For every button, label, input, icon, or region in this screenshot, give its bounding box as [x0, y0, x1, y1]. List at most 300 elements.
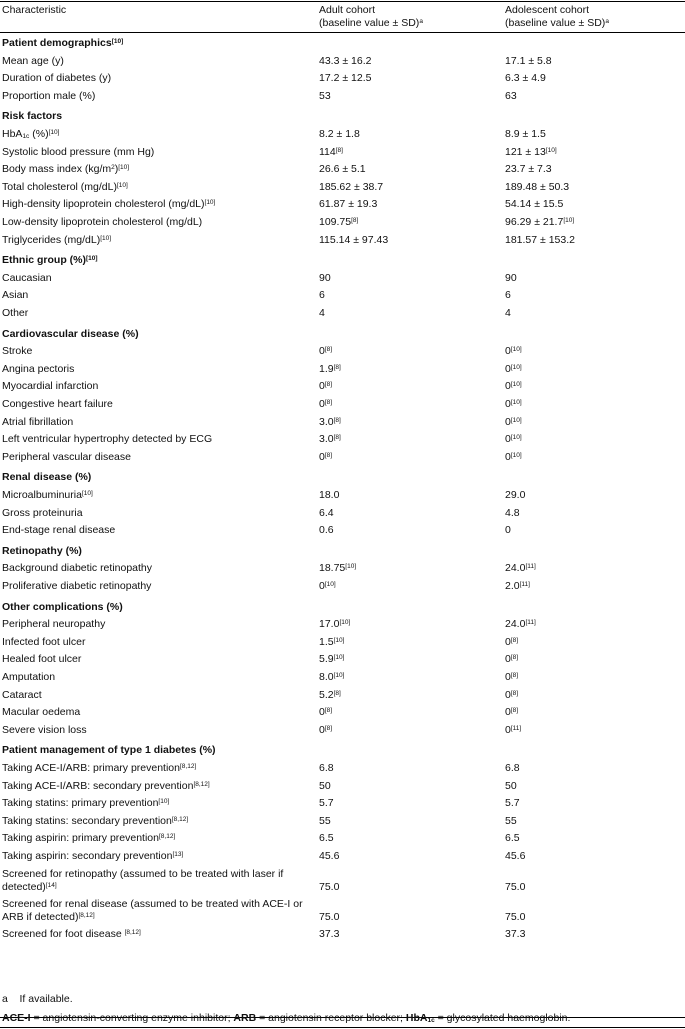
- adult-value-cell: [319, 128, 360, 141]
- footnote-a-text: If available.: [19, 993, 73, 1005]
- adult-value-cell: [319, 911, 339, 924]
- row-label: [2, 128, 320, 141]
- adult-value-cell: [319, 850, 339, 863]
- section-label: [2, 601, 320, 614]
- adult-value-cell: [319, 163, 366, 176]
- label-text: Severe vision loss: [2, 723, 87, 736]
- label-text: Proportion male (%): [2, 89, 96, 102]
- abbr-hba1c: [406, 1012, 435, 1024]
- adolescent-value-cell: [505, 90, 517, 103]
- adolescent-reference: [8]: [510, 654, 519, 662]
- adult-value-cell: [319, 398, 332, 411]
- adult-value-cell: [319, 146, 343, 159]
- row-label: [2, 289, 320, 302]
- adolescent-reference: [8]: [510, 707, 519, 715]
- adult-value-cell: [319, 416, 341, 429]
- row-label: [2, 653, 320, 666]
- header-adult-subtitle: (baseline value ± SD): [319, 17, 420, 29]
- label-text: Background diabetic retinopathy: [2, 562, 153, 575]
- label-reference: [8,12]: [159, 833, 176, 841]
- adult-reference: [8]: [324, 724, 333, 732]
- footnote-a: [2, 993, 682, 1006]
- adult-value-cell: [319, 580, 336, 593]
- label-text: Peripheral vascular disease: [2, 450, 131, 463]
- adult-value: 43.3 ± 16.2: [319, 54, 372, 67]
- abbr-hba1c-term: HbA: [405, 1012, 428, 1024]
- adult-value: 45.6: [319, 850, 340, 862]
- adolescent-value-cell: [505, 416, 522, 429]
- adult-value: 8.0: [319, 671, 334, 683]
- adult-value: 0: [319, 723, 325, 736]
- adolescent-value-cell: [505, 216, 574, 229]
- adolescent-value-cell: [505, 163, 552, 176]
- adolescent-value: 50: [505, 779, 517, 792]
- adolescent-value: 2.0: [505, 580, 520, 592]
- adolescent-value-cell: [505, 815, 517, 828]
- adolescent-value-cell: [505, 850, 525, 863]
- adult-reference: [8]: [324, 346, 333, 354]
- label-text: Renal disease (%): [2, 471, 92, 484]
- adult-value: 5.9: [319, 653, 334, 666]
- row-label: [2, 272, 320, 285]
- label-text: Screened for retinopathy (assumed to be treated with laser if detected): [2, 867, 284, 893]
- label-text: Mean age (y): [2, 54, 64, 67]
- adolescent-value-cell: [505, 128, 546, 141]
- adolescent-value-cell: [505, 55, 552, 68]
- header-adolescent-footnote-marker: a: [605, 18, 609, 25]
- adult-value: 18.75: [319, 562, 346, 575]
- adult-reference: [10]: [339, 619, 351, 627]
- adult-value-cell: [319, 815, 331, 828]
- adult-value-cell: [319, 832, 334, 845]
- adolescent-value-cell: [505, 724, 521, 737]
- adolescent-value: 45.6: [505, 850, 526, 862]
- adolescent-value-cell: [505, 146, 557, 159]
- row-label: [2, 345, 320, 358]
- label-text: Myocardial infarction: [2, 380, 99, 393]
- adult-value-cell: [319, 671, 344, 684]
- adult-reference: [10]: [324, 581, 336, 588]
- adult-value: 5.2: [319, 688, 334, 701]
- label-text: Congestive heart failure: [2, 398, 113, 410]
- label-text: Caucasian: [2, 271, 52, 284]
- adolescent-value-cell: [505, 636, 518, 649]
- adolescent-value-cell: [505, 832, 520, 845]
- adolescent-reference: [11]: [510, 724, 522, 732]
- adult-value-cell: [319, 55, 371, 68]
- adolescent-value: 54.14 ± 15.5: [505, 198, 564, 211]
- row-label: [2, 780, 320, 793]
- adult-value-cell: [319, 507, 334, 520]
- adult-value: 0: [319, 380, 325, 393]
- adult-value: 55: [319, 814, 331, 827]
- label-text: Macular oedema: [2, 706, 81, 719]
- adult-value: 61.87 ± 19.3: [319, 198, 378, 211]
- row-label: [2, 689, 320, 702]
- label-text: HbA: [2, 128, 23, 140]
- adolescent-value-cell: [505, 198, 563, 211]
- adult-value: 6: [319, 289, 325, 302]
- adult-value: 3.0: [319, 415, 334, 428]
- adult-value-cell: [319, 451, 332, 464]
- label-text: Ethnic group (%): [2, 254, 86, 267]
- adolescent-value-cell: [505, 451, 522, 464]
- row-label: [2, 380, 320, 393]
- adult-value: 5.7: [319, 797, 334, 810]
- label-reference: [10]: [48, 129, 60, 136]
- row-label: [2, 398, 320, 411]
- adolescent-value-cell: [505, 928, 525, 941]
- label-text: Screened for renal disease (assumed to be treated with ACE-I or ARB if detected): [2, 897, 303, 923]
- label-text: Left ventricular hypertrophy detected by ECG: [2, 433, 213, 446]
- adolescent-value: 181.57 ± 153.2: [505, 233, 575, 246]
- abbr-arb: ARB: [233, 1012, 257, 1024]
- adolescent-value: 0: [505, 415, 511, 428]
- adult-value-cell: [319, 72, 371, 85]
- adult-value: 115.14 ± 97.43: [319, 233, 389, 246]
- adult-value: 114: [319, 145, 336, 158]
- adult-value: 0: [319, 580, 325, 592]
- adolescent-value-cell: [505, 706, 518, 719]
- label-reference: [10]: [158, 798, 170, 806]
- adolescent-value: 24.0: [505, 618, 526, 631]
- adolescent-value: 4: [505, 307, 511, 319]
- label-text: Stroke: [2, 345, 33, 358]
- adult-value: 50: [319, 779, 331, 792]
- adolescent-value-cell: [505, 272, 517, 285]
- adult-value: 109.75: [319, 216, 352, 228]
- label-text: Other complications (%): [2, 600, 123, 613]
- adolescent-value: 0: [505, 433, 511, 446]
- adolescent-value-cell: [505, 72, 546, 85]
- label-text: Patient management of type 1 diabetes (%): [2, 744, 216, 757]
- adolescent-reference: [10]: [510, 363, 522, 371]
- header-rule: [0, 32, 685, 33]
- adult-value-cell: [319, 90, 331, 103]
- adult-value: 6.8: [319, 762, 334, 774]
- adolescent-value-cell: [505, 881, 525, 894]
- adult-value-cell: [319, 689, 341, 702]
- row-label: [2, 580, 320, 593]
- label-text: Other: [2, 307, 29, 319]
- adolescent-reference: [10]: [510, 346, 522, 354]
- adolescent-value-cell: [505, 307, 511, 320]
- label-text: Peripheral neuropathy: [2, 618, 106, 631]
- adult-value: 0: [319, 706, 325, 719]
- adult-value: 8.2 ± 1.8: [319, 128, 360, 140]
- adolescent-value: 0: [505, 380, 511, 393]
- adolescent-value: 0: [505, 688, 511, 701]
- adolescent-value-cell: [505, 911, 525, 924]
- label-reference: [14]: [45, 881, 57, 889]
- adult-value-cell: [319, 618, 350, 631]
- adult-value-cell: [319, 780, 331, 793]
- adult-value: 75.0: [319, 880, 340, 893]
- row-label: [2, 72, 320, 85]
- label-text: Proliferative diabetic retinopathy: [2, 580, 152, 592]
- adult-value: 26.6 ± 5.1: [319, 163, 366, 176]
- adolescent-reference: [10]: [545, 146, 557, 154]
- section-label: [2, 110, 320, 123]
- adult-value: 6.4: [319, 506, 334, 519]
- adult-reference: [8]: [324, 381, 333, 389]
- row-label: [2, 90, 320, 103]
- adolescent-value-cell: [505, 181, 569, 194]
- adult-value-cell: [319, 289, 325, 302]
- section-label: [2, 471, 320, 484]
- adolescent-value-cell: [505, 797, 520, 810]
- adolescent-value: 5.7: [505, 797, 520, 810]
- label-text: Amputation: [2, 671, 56, 683]
- label-text: Microalbuminuria: [2, 489, 82, 501]
- adolescent-reference: [11]: [525, 619, 536, 627]
- label-text: Systolic blood pressure (mm Hg): [2, 145, 155, 158]
- label-reference: [8,12]: [124, 928, 141, 936]
- row-label: [2, 507, 320, 520]
- adult-value-cell: [319, 345, 332, 358]
- label-text: High-density lipoprotein cholesterol (mg/dL): [2, 198, 205, 211]
- adolescent-value: 23.7 ± 7.3: [505, 163, 552, 176]
- adult-value-cell: [319, 762, 334, 775]
- adolescent-reference: [8]: [510, 672, 519, 679]
- adult-value: 0: [319, 450, 325, 463]
- adolescent-value: 37.3: [505, 927, 526, 940]
- row-label: [2, 451, 320, 464]
- adolescent-value: 0: [505, 706, 511, 719]
- adolescent-value: 75.0: [505, 880, 526, 893]
- adolescent-value: 0: [505, 362, 511, 375]
- adult-value-cell: [319, 181, 383, 194]
- abbr-arb-def: = angiotensin receptor blocker;: [256, 1012, 406, 1024]
- adult-value: 18.0: [319, 489, 340, 501]
- section-label: [2, 545, 320, 558]
- adolescent-value: 0: [505, 653, 511, 666]
- adolescent-value-cell: [505, 289, 511, 302]
- label-text: Cataract: [2, 688, 42, 701]
- adult-value-cell: [319, 636, 344, 649]
- label-text: Low-density lipoprotein cholesterol (mg/dL): [2, 216, 203, 228]
- adolescent-value: 29.0: [505, 489, 526, 501]
- row-label: [2, 928, 320, 941]
- adolescent-value: 0: [505, 723, 511, 736]
- row-label: [2, 636, 320, 649]
- label-text: Triglycerides (mg/dL): [2, 233, 101, 246]
- adolescent-value: 0: [505, 345, 511, 358]
- adult-reference: [8]: [324, 399, 333, 406]
- label-reference: [10]: [204, 199, 216, 207]
- adult-value: 0: [319, 345, 325, 358]
- adult-value-cell: [319, 234, 388, 247]
- adolescent-reference: [10]: [563, 217, 575, 224]
- adolescent-value: 6.5: [505, 832, 520, 845]
- adult-reference: [10]: [345, 563, 357, 571]
- label-reference: [8,12]: [180, 763, 197, 770]
- header-characteristic: Characteristic: [2, 4, 67, 16]
- adolescent-value-cell: [505, 234, 575, 247]
- label-subscript: 1c: [22, 133, 30, 140]
- adult-value: 90: [319, 271, 331, 284]
- label-suffix: (%): [29, 128, 49, 140]
- label-text: Cardiovascular disease (%): [2, 327, 139, 340]
- label-reference: [13]: [172, 851, 184, 858]
- label-text: Taking aspirin: primary prevention: [2, 832, 159, 845]
- row-label: [2, 181, 320, 194]
- adolescent-value-cell: [505, 363, 522, 376]
- label-reference: [10]: [118, 164, 130, 172]
- header-adult-title: Adult cohort: [319, 4, 376, 16]
- adult-value: 4: [319, 307, 325, 319]
- adult-value: 6.5: [319, 832, 334, 845]
- header-adolescent-title: Adolescent cohort: [505, 4, 590, 16]
- adolescent-value: 0: [505, 635, 511, 648]
- abbr-ace-i-def: = angiotensin-converting enzyme inhibitor;: [30, 1012, 234, 1024]
- adult-reference: [10]: [333, 672, 345, 679]
- adolescent-value-cell: [505, 762, 520, 775]
- adolescent-value: 0: [505, 450, 511, 463]
- adolescent-value: 189.48 ± 50.3: [505, 180, 570, 193]
- adult-reference: [10]: [333, 636, 345, 644]
- adolescent-value: 4.8: [505, 506, 520, 519]
- adult-value-cell: [319, 307, 325, 320]
- row-label: [2, 618, 320, 631]
- row-label: [2, 489, 320, 502]
- row-label: [2, 433, 320, 446]
- adult-value: 37.3: [319, 927, 340, 940]
- header-adolescent-subtitle: (baseline value ± SD): [505, 17, 606, 29]
- adolescent-value: 17.1 ± 5.8: [505, 54, 552, 67]
- row-label: [2, 163, 320, 176]
- row-label: [2, 234, 320, 247]
- label-text: Duration of diabetes (y): [2, 72, 112, 85]
- adult-value: 185.62 ± 38.7: [319, 180, 384, 193]
- adolescent-reference: [10]: [510, 381, 522, 389]
- label-reference: [8,12]: [78, 911, 95, 919]
- label-text: Risk factors: [2, 110, 63, 123]
- label-reference: [10]: [100, 234, 112, 242]
- adolescent-value-cell: [505, 507, 520, 520]
- adolescent-value-cell: [505, 489, 525, 502]
- adult-value: 3.0: [319, 433, 334, 446]
- label-reference: [10]: [81, 490, 93, 497]
- label-text: Screened for foot disease: [2, 927, 125, 940]
- row-label: [2, 562, 320, 575]
- bottom-rule: [0, 1027, 685, 1028]
- adolescent-value-cell: [505, 580, 530, 593]
- adolescent-value: 24.0: [505, 562, 526, 575]
- adolescent-value-cell: [505, 618, 536, 631]
- adult-value: 53: [319, 89, 331, 102]
- label-suffix: ): [114, 163, 119, 176]
- adult-value-cell: [319, 653, 344, 666]
- adult-value: 1.9: [319, 362, 334, 375]
- adolescent-value: 0: [505, 671, 511, 683]
- row-label: [2, 850, 320, 863]
- adolescent-value: 0: [505, 398, 511, 410]
- label-reference: [8,12]: [171, 815, 189, 823]
- label-text: Taking statins: secondary prevention: [2, 814, 172, 827]
- row-label: [2, 832, 320, 845]
- adult-value-cell: [319, 272, 331, 285]
- header-adolescent-cohort: [505, 4, 685, 30]
- adult-value-cell: [319, 363, 341, 376]
- adult-value-cell: [319, 562, 356, 575]
- row-label: [2, 797, 320, 810]
- adolescent-value-cell: [505, 653, 518, 666]
- adult-value-cell: [319, 216, 358, 229]
- adult-reference: [8]: [351, 217, 359, 224]
- adolescent-value: 75.0: [505, 910, 526, 923]
- row-label: [2, 216, 320, 229]
- header-adult-footnote-marker: a: [419, 18, 423, 25]
- footnote-a-marker: a: [2, 993, 8, 1005]
- section-label: [2, 744, 320, 757]
- section-label: [2, 328, 320, 341]
- adult-reference: [8]: [333, 363, 341, 371]
- adolescent-value: 55: [505, 814, 517, 827]
- label-text: Retinopathy (%): [2, 544, 82, 557]
- adult-reference: [8]: [333, 689, 341, 697]
- adolescent-value-cell: [505, 780, 517, 793]
- section-label: [2, 254, 320, 267]
- adult-value-cell: [319, 433, 341, 446]
- label-text: Asian: [2, 289, 29, 302]
- footnote-abbreviations: [2, 1012, 682, 1025]
- adult-reference: [8]: [335, 146, 343, 154]
- label-text: Taking aspirin: secondary prevention: [2, 850, 173, 862]
- row-label: [2, 363, 320, 376]
- adolescent-reference: [8]: [510, 689, 519, 697]
- adolescent-value: 0: [505, 524, 511, 537]
- row-label: [2, 815, 320, 828]
- adolescent-value-cell: [505, 524, 511, 537]
- abbr-hba1c-sub: 1c: [427, 1017, 435, 1024]
- adolescent-value: 8.9 ± 1.5: [505, 128, 546, 140]
- adult-value: 0: [319, 398, 325, 410]
- adult-value-cell: [319, 524, 334, 537]
- adult-value-cell: [319, 380, 332, 393]
- label-reference: [8,12]: [193, 780, 210, 788]
- adolescent-value: 6.3 ± 4.9: [505, 72, 546, 85]
- adolescent-value-cell: [505, 433, 522, 446]
- adult-value: 0.6: [319, 524, 334, 537]
- adult-reference: [8]: [333, 416, 341, 424]
- adolescent-reference: [11]: [525, 563, 536, 571]
- adolescent-value-cell: [505, 689, 518, 702]
- label-text: Angina pectoris: [2, 362, 75, 375]
- label-text: Taking ACE-I/ARB: secondary prevention: [2, 779, 194, 792]
- row-label: [2, 898, 320, 924]
- adult-value-cell: [319, 928, 339, 941]
- label-text: Infected foot ulcer: [2, 635, 86, 648]
- adolescent-value-cell: [505, 345, 522, 358]
- row-label: [2, 671, 320, 684]
- abbr-hba1c-def: = glycosylated haemoglobin.: [434, 1012, 571, 1024]
- label-text: Body mass index (kg/m: [2, 163, 112, 176]
- label-reference: [10]: [86, 255, 98, 263]
- adult-value-cell: [319, 489, 339, 502]
- adolescent-value: 121 ± 13: [505, 145, 546, 158]
- adolescent-reference: [10]: [510, 434, 522, 442]
- header-adult-cohort: [319, 4, 499, 30]
- top-rule: [0, 1, 685, 2]
- label-text: Atrial fibrillation: [2, 415, 74, 428]
- row-label: [2, 198, 320, 211]
- abbr-ace-i: ACE-I: [2, 1012, 31, 1024]
- label-reference: [10]: [116, 181, 128, 189]
- adolescent-value: 96.29 ± 21.7: [505, 216, 564, 228]
- adult-value-cell: [319, 881, 339, 894]
- label-text: Taking statins: primary prevention: [2, 797, 159, 810]
